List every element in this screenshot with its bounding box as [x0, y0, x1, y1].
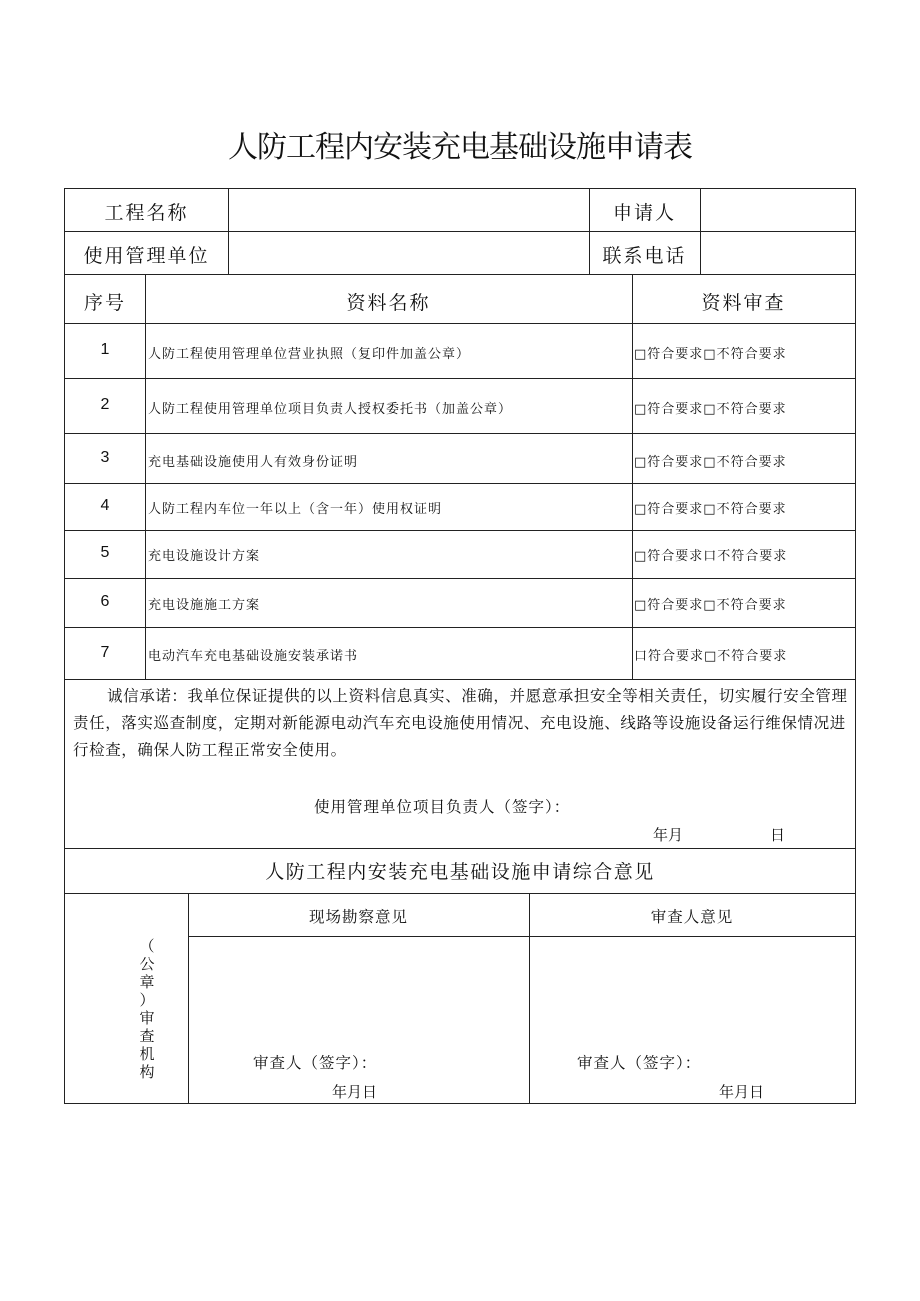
review-checkbox[interactable]: □符合要求□不符合要求 — [634, 347, 787, 362]
seal-label-char: （ — [139, 937, 155, 955]
project-name-label: 工程名称 — [104, 202, 189, 224]
site-survey-opinion-field[interactable] — [193, 941, 523, 1041]
phone-field[interactable] — [705, 241, 853, 267]
row-divider — [65, 433, 855, 434]
col-divider — [145, 274, 146, 679]
commitment-signature-label: 使用管理单位项目负责人（签字）： — [314, 798, 571, 816]
item-name: 人防工程使用管理单位项目负责人授权委托书（加盖公章） — [148, 402, 513, 417]
row-divider — [65, 627, 855, 628]
col-divider — [228, 189, 229, 274]
review-checkbox[interactable]: □符合要求□不符合要求 — [634, 502, 787, 517]
item-number: 6 — [100, 593, 110, 610]
phone-label: 联系电话 — [602, 245, 687, 267]
seal-label-char: 构 — [139, 1063, 155, 1081]
col-divider — [700, 189, 701, 274]
row-divider — [65, 483, 855, 484]
item-number: 4 — [100, 497, 110, 514]
review-checkbox[interactable]: □符合要求口不符合要求 — [634, 549, 788, 564]
row-divider — [65, 323, 855, 324]
applicant-label: 申请人 — [612, 202, 676, 224]
item-number: 2 — [100, 396, 110, 413]
seal-label-char: 公 — [139, 955, 155, 973]
material-column-header: 资料名称 — [346, 292, 431, 314]
row-divider — [65, 848, 855, 849]
item-number: 3 — [100, 449, 110, 466]
seal-label-char: 机 — [139, 1045, 155, 1063]
application-form-table — [64, 188, 856, 1104]
commitment-date-year-month: 年月 — [653, 826, 684, 844]
review-checkbox[interactable]: 口符合要求□不符合要求 — [634, 649, 788, 664]
item-name: 电动汽车充电基础设施安装承诺书 — [148, 649, 359, 664]
item-name: 人防工程内车位一年以上（含一年）使用权证明 — [148, 502, 443, 517]
seq-column-header: 序号 — [83, 292, 126, 314]
row-divider — [65, 231, 855, 232]
item-name: 充电基础设施使用人有效身份证明 — [148, 455, 359, 470]
review-checkbox[interactable]: □符合要求□不符合要求 — [634, 402, 787, 417]
item-name: 充电设施施工方案 — [148, 598, 261, 613]
opinion-section-title: 人防工程内安装充电基础设施申请综合意见 — [265, 861, 655, 883]
applicant-field[interactable] — [705, 198, 853, 224]
reviewer-opinion-header: 审查人意见 — [650, 908, 734, 926]
row-divider — [188, 936, 855, 937]
review-column-header: 资料审查 — [701, 292, 786, 314]
reviewer-opinion-field[interactable] — [535, 941, 849, 1041]
site-review-date: 年月日 — [332, 1083, 378, 1101]
reviewer-date: 年月日 — [719, 1083, 765, 1101]
row-divider — [65, 530, 855, 531]
review-checkbox[interactable]: □符合要求□不符合要求 — [634, 598, 787, 613]
row-divider — [65, 679, 855, 680]
item-number: 5 — [100, 544, 110, 561]
col-divider — [632, 274, 633, 679]
seal-label-char: ） — [139, 991, 155, 1009]
row-divider — [65, 274, 855, 275]
unit-field[interactable] — [235, 241, 585, 267]
reviewer-signature-label: 审查人（签字）： — [577, 1054, 702, 1072]
row-divider — [65, 378, 855, 379]
item-number: 1 — [100, 341, 110, 358]
seal-label-char: 查 — [139, 1027, 155, 1045]
row-divider — [65, 578, 855, 579]
site-reviewer-signature-label: 审查人（签字）： — [253, 1054, 378, 1072]
site-survey-header: 现场勘察意见 — [308, 908, 408, 926]
review-checkbox[interactable]: □符合要求□不符合要求 — [634, 455, 787, 470]
project-name-field[interactable] — [235, 198, 585, 224]
review-agency-seal-label — [135, 937, 159, 1081]
commitment-date-day: 日 — [770, 826, 786, 844]
integrity-commitment-text: 诚信承诺：我单位保证提供的以上资料信息真实、准确，并愿意承担安全等相关责任，切实履行安全管理责任，落实巡查制度，定期对新能源电动汽车充电设施使用情况、充电设施、线路等设施设备运行维保情况进行检查，确保人防工程正常安全使用。 — [73, 687, 848, 759]
form-title: 人防工程内安装充电基础设施申请表 — [228, 130, 692, 165]
seal-label-char: 审 — [139, 1009, 155, 1027]
unit-label: 使用管理单位 — [83, 245, 210, 267]
row-divider — [65, 893, 855, 894]
item-name: 人防工程使用管理单位营业执照（复印件加盖公章） — [148, 347, 471, 362]
item-name: 充电设施设计方案 — [148, 549, 261, 564]
seal-label-char: 章 — [139, 973, 155, 991]
item-number: 7 — [100, 644, 110, 661]
